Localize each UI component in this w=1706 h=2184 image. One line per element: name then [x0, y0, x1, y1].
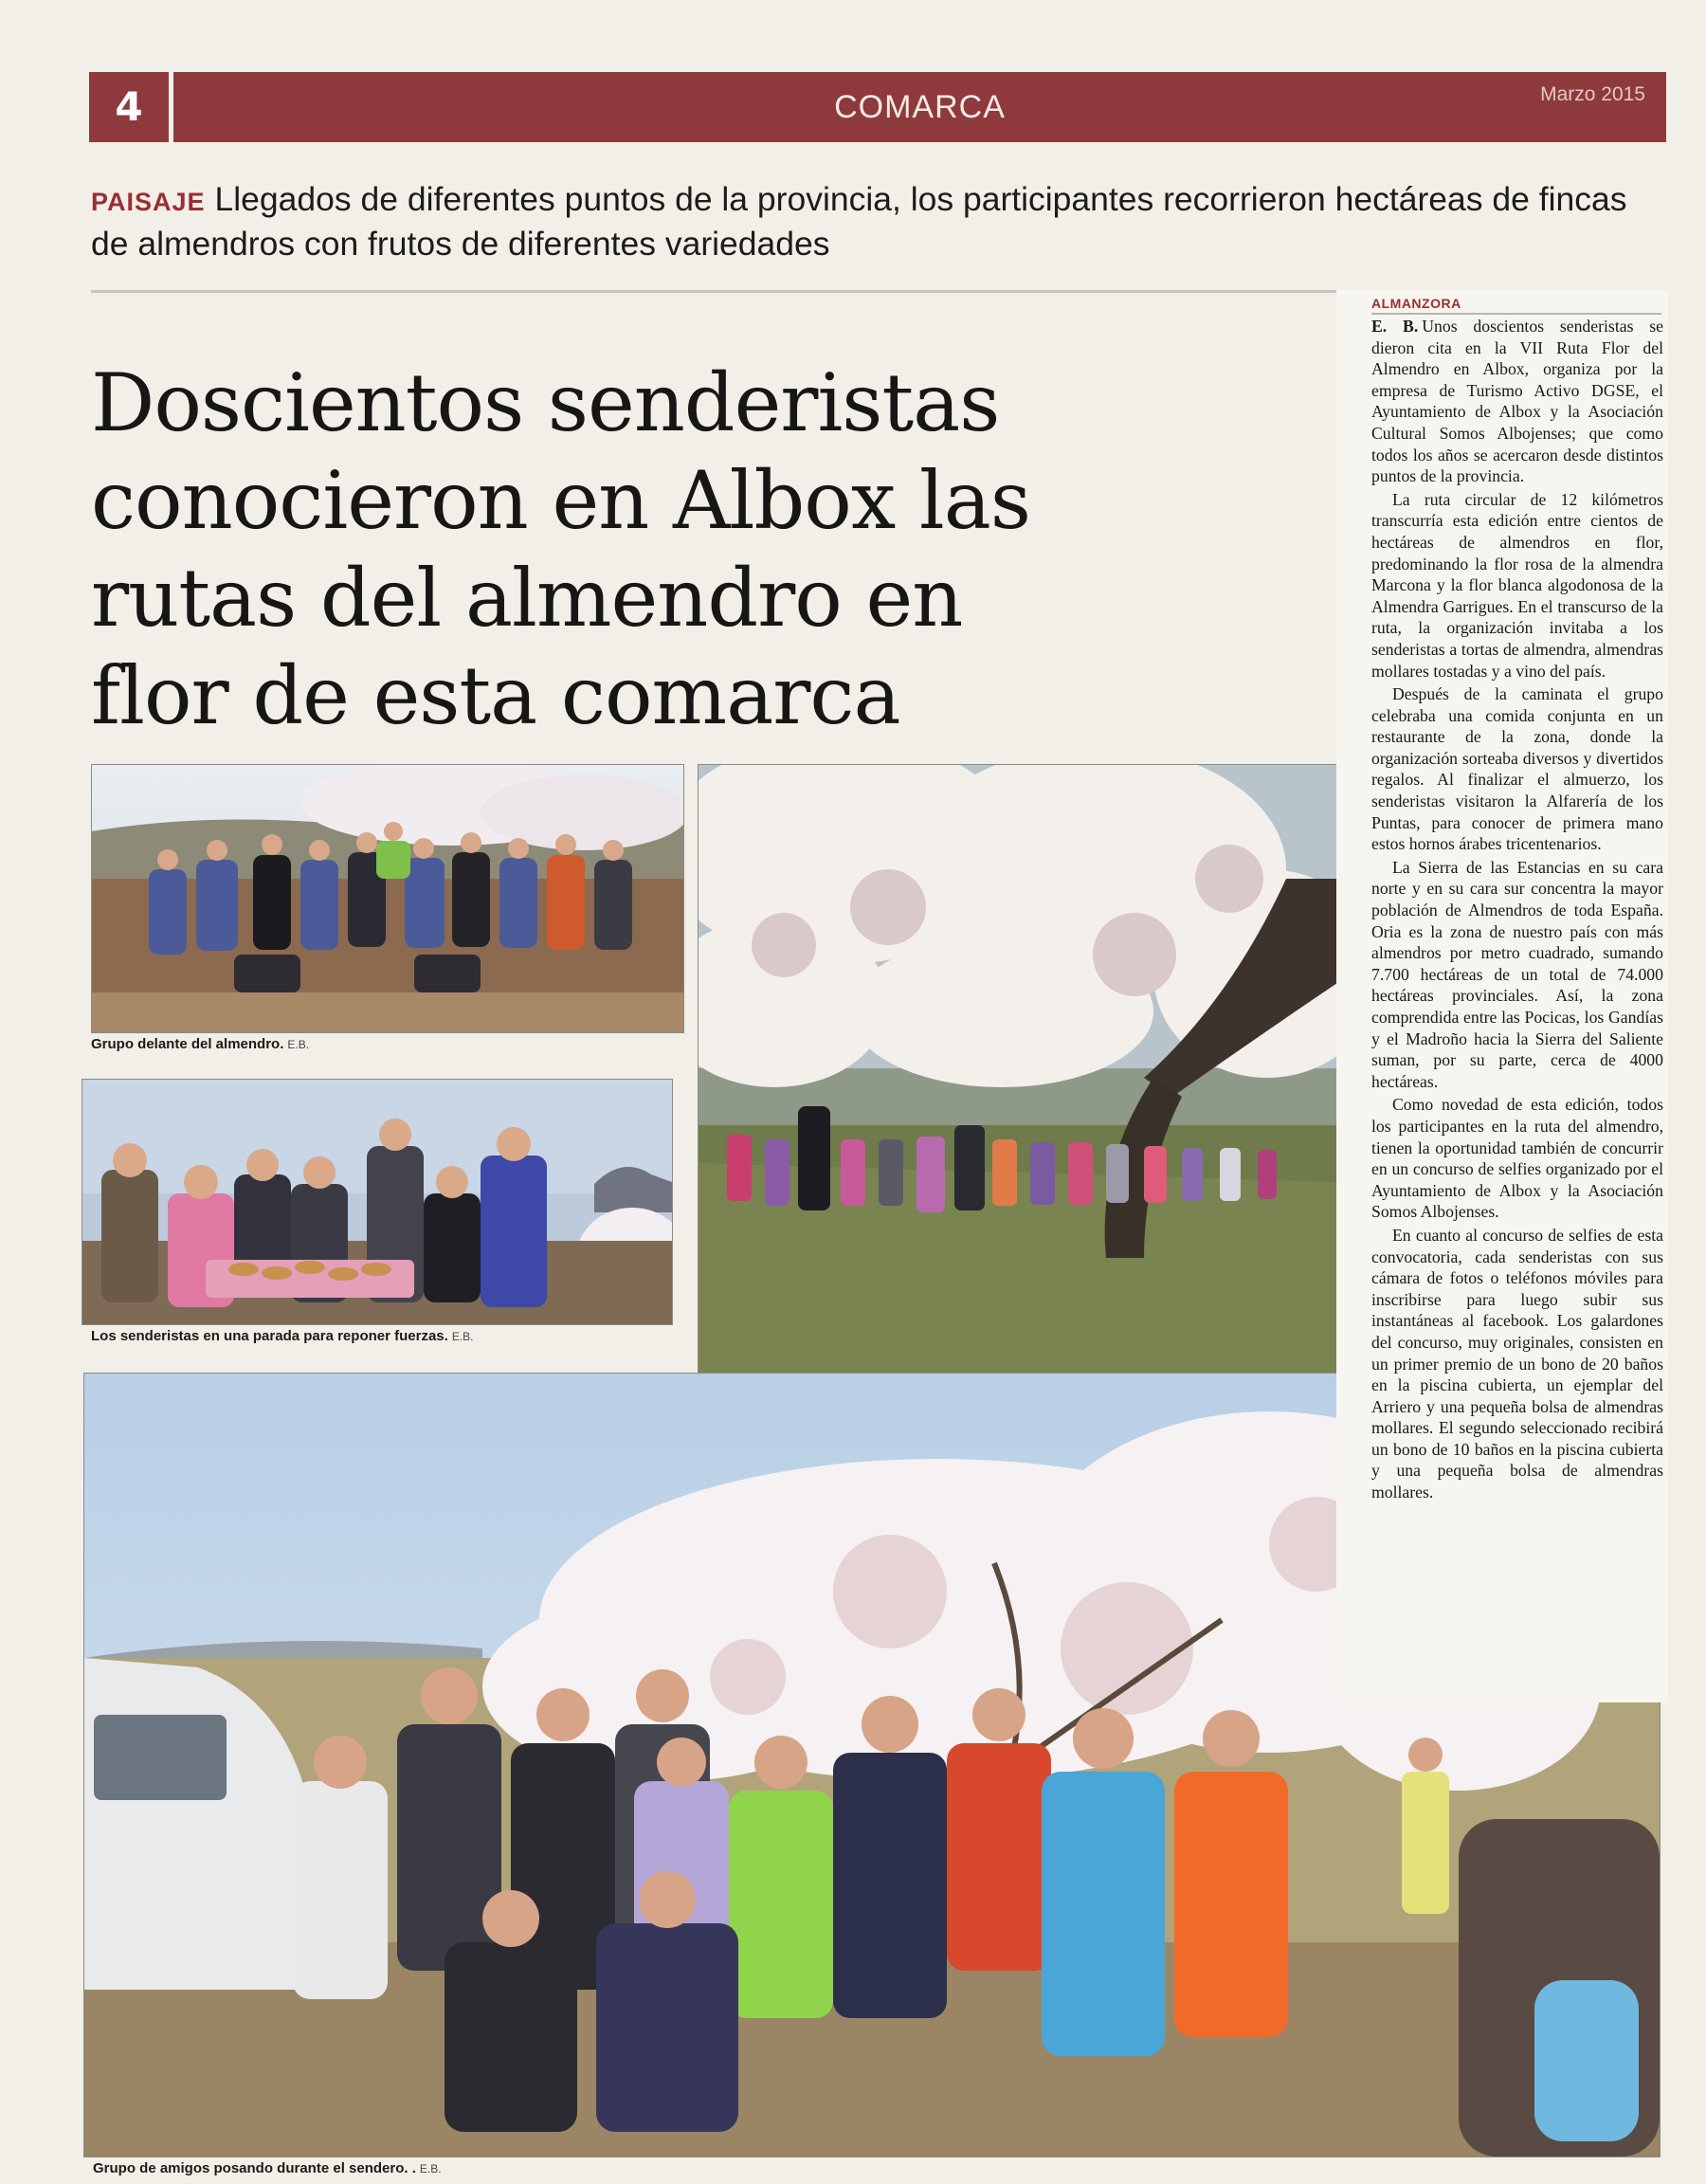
- paragraph-text: Unos doscientos senderistas se dieron cita en la VII Ruta Flor del Almendro en Albox, organiza por la empresa de Turismo Activo DGSE, el Ayuntamiento de Albox y la Asociación Cultural Somos Albojenses; que como todos los años se acercaron desde distintos puntos de la provincia.: [1371, 317, 1663, 486]
- photo-group-almond-image: [92, 765, 683, 1032]
- article-paragraph: [1371, 316, 1663, 487]
- photo-caption: [91, 1327, 474, 1346]
- headline-line: flor de esta comarca: [91, 649, 900, 742]
- subtitle-kicker: PAISAJE: [91, 188, 206, 216]
- location-label: ALMANZORA: [1371, 296, 1461, 311]
- byline: E. B.: [1371, 317, 1419, 336]
- photo-credit: E.B.: [287, 1038, 310, 1051]
- photo-under-almond: [698, 764, 1338, 1431]
- caption-text: Grupo de amigos posando durante el sendero. .: [93, 2160, 416, 2176]
- page-number: 4: [89, 72, 173, 142]
- article-body: [1371, 316, 1663, 1505]
- column-divider: [1371, 313, 1661, 315]
- section-title: COMARCA: [834, 89, 1006, 125]
- article-paragraph: Después de la caminata el grupo celebraba una comida conjunta en un restaurante de la zona, donde la organización sorteaba diversos y divertidos regalos. Al finalizar el almuerzo, los senderistas visitaron la Alfarería de los Puntas, para conocer de primera mano estos hornos árabes tricentenarios.: [1371, 684, 1663, 854]
- photo-caption: [91, 1035, 309, 1054]
- article-paragraph: La Sierra de las Estancias en su cara norte y en su cara sur concentra la mayor población de Almendros de toda España. Oria es la zona de nuestro país con más almendros por metro cuadrado, sumando 7.700 hectáreas de un total de 74.000 hectáreas provinciales. Así, la zona comprendida entre las Pocicas, los Gandías y el Madroño hacia la Sierra del Saliente suman, por su parte, cerca de 4000 hectáreas.: [1371, 857, 1663, 1091]
- headline: [91, 355, 1323, 745]
- subtitle: [91, 178, 1645, 264]
- caption-text: Los senderistas en una parada para reponer fuerzas.: [91, 1328, 448, 1344]
- divider: [91, 290, 1382, 293]
- headline-line: conocieron en Albox las: [91, 454, 1030, 547]
- headline-line: rutas del almendro en: [91, 552, 963, 645]
- article-paragraph: En cuanto al concurso de selfies de esta convocatoria, cada senderistas con sus cámara de fotos o teléfonos móviles para inscribirse para luego subir sus instantáneas al facebook. Los galardones del concurso, muy originales, consisten en un primer premio de un bono de 20 baños en la piscina cubierta, un ejemplar del Arriero y una pequeña bolsa de almendras mollares. El segundo seleccionado recibirá un bono de 10 baños en la piscina cubierta y una pequeña bolsa de almendras mollares.: [1371, 1225, 1663, 1502]
- article-paragraph: Como novedad de esta edición, todos los participantes en la ruta del almendro, tienen la oportunidad también de concurrir en un concurso de selfies organizado por el Ayuntamiento de Albox y la Asociación Somos Albojenses.: [1371, 1095, 1663, 1222]
- section-header-band: [89, 72, 1666, 142]
- photo-under-almond-image: [699, 765, 1337, 1430]
- photo-group-almond: [91, 764, 684, 1033]
- caption-text: Grupo delante del almendro.: [91, 1036, 284, 1052]
- photo-credit: E.B.: [419, 2162, 442, 2175]
- issue-date: Marzo 2015: [1540, 83, 1645, 105]
- photo-rest-stop-image: [82, 1080, 672, 1324]
- photo-rest-stop: [82, 1079, 673, 1325]
- photo-credit: E.B.: [451, 1330, 474, 1343]
- headline-line: Doscientos senderistas: [91, 356, 1000, 449]
- subtitle-text: Llegados de diferentes puntos de la provincia, los participantes recorrieron hectáreas de fincas de almendros con frutos de diferentes variedades: [91, 180, 1627, 263]
- article-paragraph: La ruta circular de 12 kilómetros transcurría esta edición entre cientos de hectáreas de almendros en flor, predominando la flor rosa de la almendra Marcona y la flor blanca algodonosa de la Almendra Garrigues. En el transcurso de la ruta, la organización invitaba a los senderistas a tortas de almendra, almendras mollares tostadas y a vino del país.: [1371, 489, 1663, 681]
- photo-caption: [93, 2159, 442, 2178]
